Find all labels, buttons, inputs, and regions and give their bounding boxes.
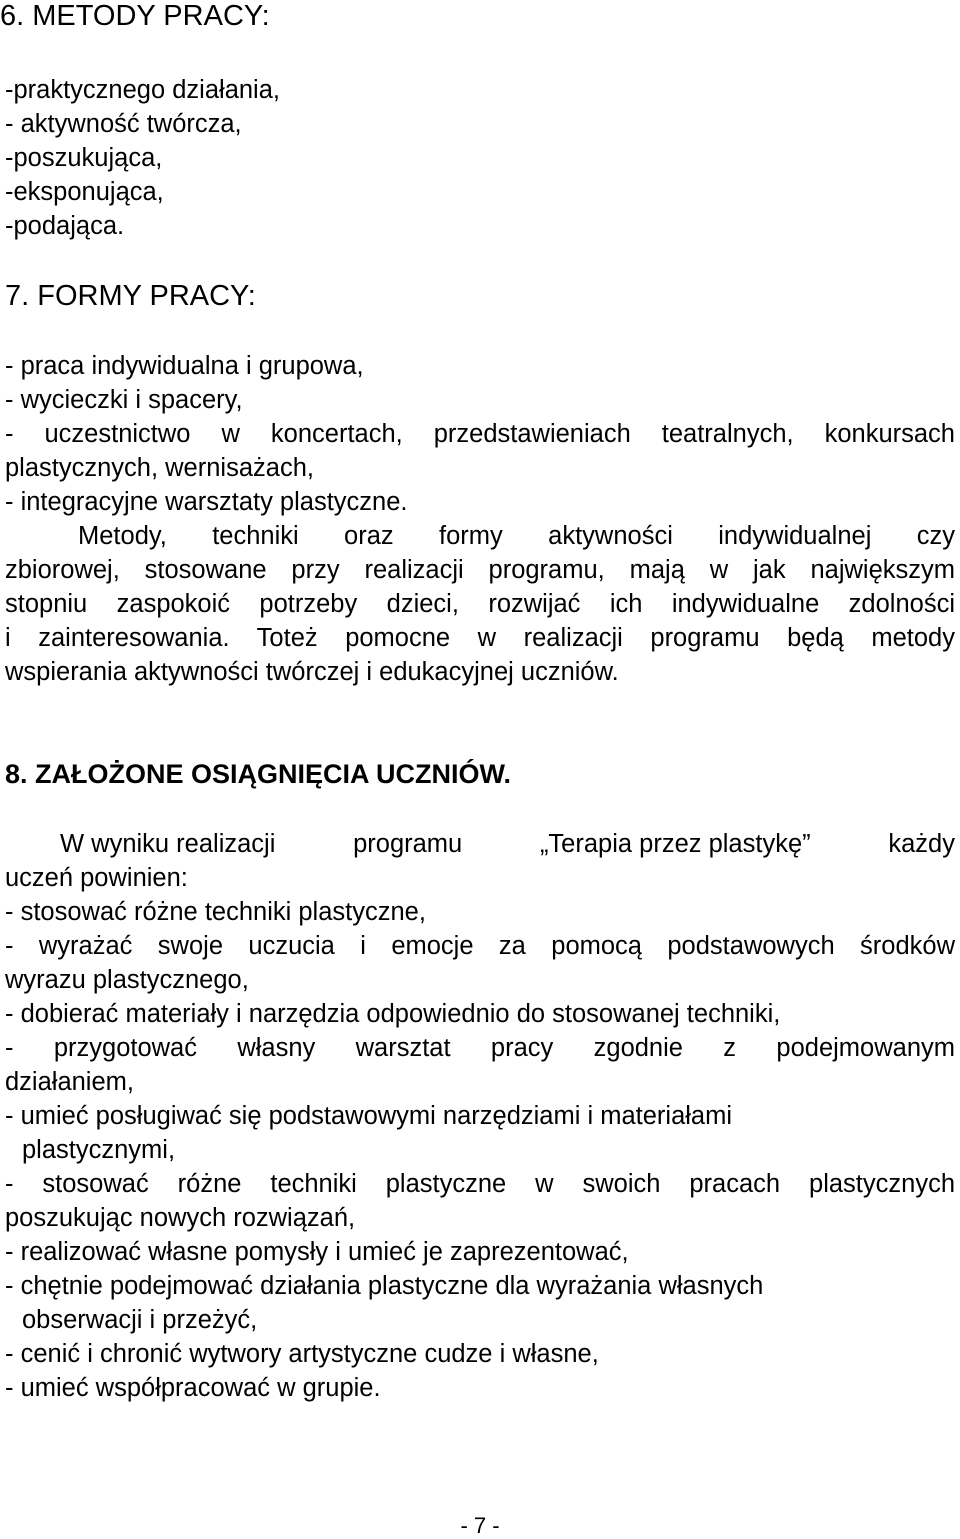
outcome-item: - chętnie podejmować działania plastyczne dla wyrażania własnych [5, 1272, 764, 1300]
outcome-item: - cenić i chronić wytwory artystyczne cudze i własne, [5, 1340, 599, 1368]
page-number: - 7 - [460, 1513, 500, 1538]
section-6-heading: 6. METODY PRACY: [0, 0, 270, 32]
form-item: - integracyjne warsztaty plastyczne. [5, 488, 408, 516]
outcome-item: - stosować różne techniki plastyczne w swoich pracach plastycznych [5, 1170, 955, 1198]
outcome-item-continuation: plastycznymi, [22, 1136, 176, 1164]
paragraph-line: i zainteresowania. Toteż pomocne w realizacji programu będą metody [5, 624, 955, 652]
paragraph-line: stopniu zaspokoić potrzeby dzieci, rozwijać ich indywidualne zdolności [5, 590, 955, 618]
intro-line-2: uczeń powinien: [5, 864, 188, 892]
outcome-item: - realizować własne pomysły i umieć je zaprezentować, [5, 1238, 629, 1266]
program-title: „Terapia przez plastykę” [539, 830, 811, 858]
outcome-item-continuation: obserwacji i przeżyć, [22, 1306, 258, 1334]
outcome-item: - stosować różne techniki plastyczne, [5, 898, 426, 926]
section-8-heading: 8. ZAŁOŻONE OSIĄGNIĘCIA UCZNIÓW. [5, 759, 512, 789]
outcome-item: - dobierać materiały i narzędzia odpowiednio do stosowanej techniki, [5, 1000, 781, 1028]
method-item: -podająca. [5, 212, 125, 240]
outcome-item-continuation: poszukując nowych rozwiązań, [5, 1204, 356, 1232]
method-item: -praktycznego działania, [5, 76, 280, 104]
method-item: -poszukująca, [5, 144, 163, 172]
outcome-item-continuation: działaniem, [5, 1068, 134, 1096]
intro-line [60, 829, 955, 859]
paragraph-line: zbiorowej, stosowane przy realizacji programu, mają w jak największym [5, 556, 955, 584]
outcome-item-continuation: wyrazu plastycznego, [5, 966, 249, 994]
form-item: - uczestnictwo w koncertach, przedstawieniach teatralnych, konkursach [5, 420, 955, 448]
form-item-continuation: plastycznych, wernisażach, [5, 454, 314, 482]
outcome-item: - przygotować własny warsztat pracy zgodnie z podejmowanym [5, 1034, 955, 1062]
paragraph-line: Metody, techniki oraz formy aktywności indywidualnej czy [78, 522, 955, 550]
intro-part: każdy [888, 830, 955, 858]
outcome-item: - umieć współpracować w grupie. [5, 1374, 381, 1402]
paragraph-line: wspierania aktywności twórczej i edukacyjnej uczniów. [5, 658, 619, 686]
outcome-item: - umieć posługiwać się podstawowymi narzędziami i materiałami [5, 1102, 733, 1130]
outcome-item: - wyrażać swoje uczucia i emocje za pomocą podstawowych środków [5, 932, 955, 960]
form-item: - praca indywidualna i grupowa, [5, 352, 364, 380]
form-item: - wycieczki i spacery, [5, 386, 243, 414]
method-item: -eksponująca, [5, 178, 164, 206]
intro-part: programu [353, 830, 463, 858]
intro-part: W wyniku realizacji [60, 830, 276, 858]
method-item: - aktywność twórcza, [5, 110, 242, 138]
section-7-heading: 7. FORMY PRACY: [5, 280, 256, 312]
